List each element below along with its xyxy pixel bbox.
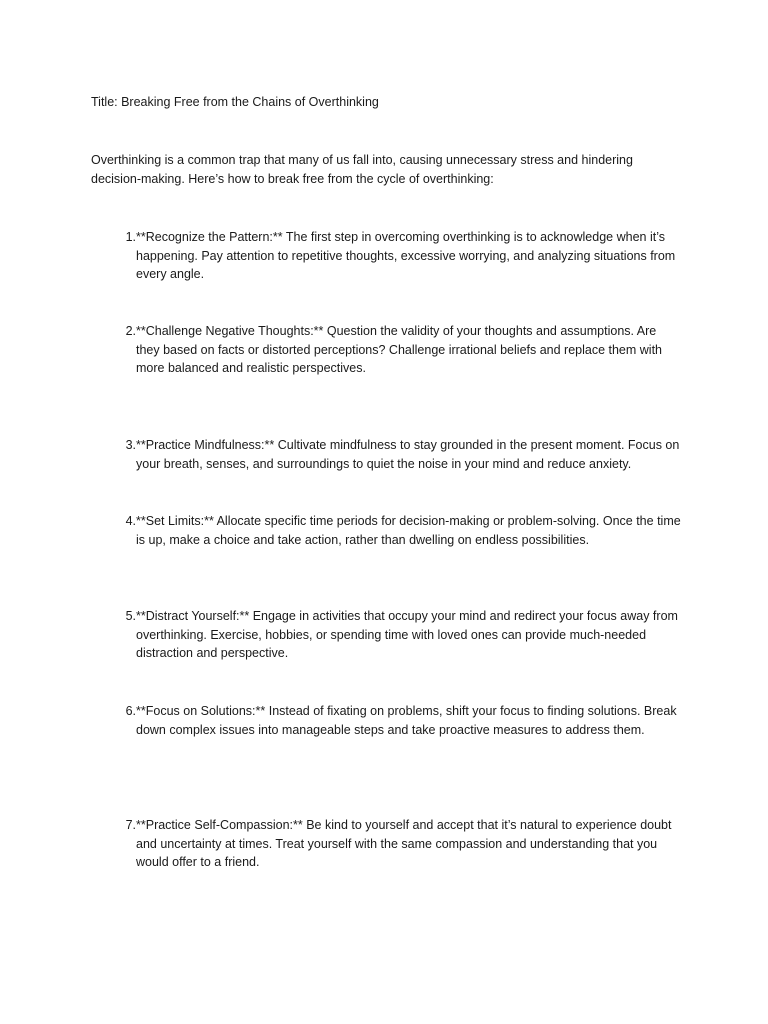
list-item <box>91 322 691 378</box>
list-item-number <box>91 512 136 549</box>
list-item-number-text: 7. <box>125 818 136 832</box>
list-item-number-text: 5. <box>125 609 136 623</box>
list-item <box>91 702 691 739</box>
list-item <box>91 512 691 549</box>
document-title: Title: Breaking Free from the Chains of Overthinking <box>91 95 379 109</box>
list-item-number <box>91 228 136 284</box>
list-item-number <box>91 607 136 663</box>
list-item-number-text: 1. <box>125 230 136 244</box>
list-item-number <box>91 436 136 473</box>
list-item-text: **Focus on Solutions:** Instead of fixating on problems, shift your focus to finding solutions. Break down complex issues into manageable steps and take proactive measures to address them. <box>136 704 677 737</box>
list-item-number <box>91 702 136 739</box>
list-item <box>91 816 691 872</box>
list-item-text: **Challenge Negative Thoughts:** Question the validity of your thoughts and assumptions. Are they based on facts or distorted perceptions? Challenge irrational beliefs and replace them with more balanced and realistic perspectives. <box>136 324 663 375</box>
intro-paragraph: Overthinking is a common trap that many of us fall into, causing unnecessary stress and hindering decision-making. Here’s how to break free from the cycle of overthinking: <box>91 153 633 186</box>
list-item-number <box>91 322 136 378</box>
list-item <box>91 607 691 663</box>
list-item-text: **Practice Self-Compassion:** Be kind to yourself and accept that it’s natural to experience doubt and uncertainty at times. Treat yourself with the same compassion and understanding that you would offer to a friend. <box>136 818 672 869</box>
list-item-number-text: 2. <box>125 324 136 338</box>
list-item-text: **Recognize the Pattern:** The first step in overcoming overthinking is to acknowledge when it’s happening. Pay attention to repetitive thoughts, excessive worrying, and analyzing situations from every angle. <box>136 230 676 281</box>
list-item-number-text: 6. <box>125 704 136 718</box>
list-item-text: **Practice Mindfulness:** Cultivate mindfulness to stay grounded in the present moment. Focus on your breath, senses, and surroundings to quiet the noise in your mind and reduce anxiety. <box>136 438 680 471</box>
list-item <box>91 436 691 473</box>
list-item-text: **Distract Yourself:** Engage in activities that occupy your mind and redirect your focus away from overthinking. Exercise, hobbies, or spending time with loved ones can provide much-needed distraction and perspective. <box>136 609 678 660</box>
list-item-number-text: 3. <box>125 438 136 452</box>
list-item-text: **Set Limits:** Allocate specific time periods for decision-making or problem-solving. Once the time is up, make a choice and take action, rather than dwelling on endless possibilities. <box>136 514 681 547</box>
list-item-number <box>91 816 136 872</box>
list-item-number-text: 4. <box>125 514 136 528</box>
list-item <box>91 228 691 284</box>
